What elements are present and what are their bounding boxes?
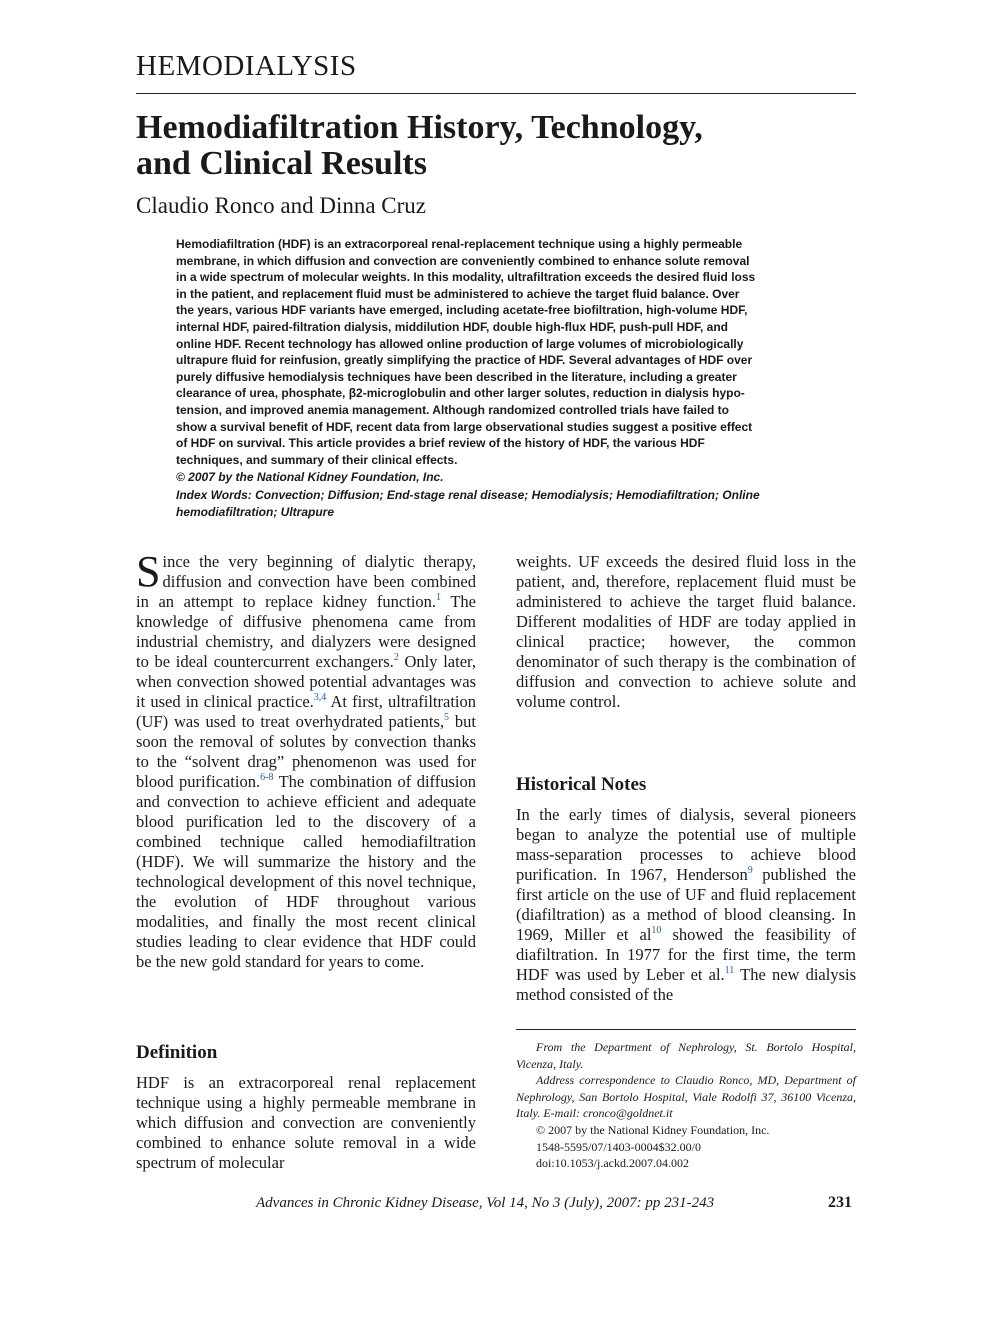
abstract-line: show a survival benefit of HDF, recent data from large observational studies suggest a positive effect: [176, 419, 753, 434]
reference-link[interactable]: 5: [444, 712, 450, 723]
historical-notes-heading: Historical Notes: [516, 774, 647, 795]
title-line-2: and Clinical Results: [136, 145, 427, 182]
abstract-line: ultrapure fluid for reinfusion, greatly simplifying the practice of HDF. Several advantages of HDF over: [176, 353, 753, 368]
abstract-line: internal HDF, paired-filtration dialysis, middilution HDF, double high-flux HDF, push-pull HDF, and: [176, 319, 728, 334]
historical-text: published the first article on the use of UF and fluid replacement (diafiltration) as a method of blood cleansing. In 1969, Miller et al: [516, 865, 856, 944]
intro-text: The knowledge of diffusive phenomena came from industrial chemistry, and dialyzers were designed to be ideal countercurrent exchangers.: [136, 592, 476, 671]
definition-paragraph: HDF is an extracorporeal renal replacement technique using a highly permeable membrane in which diffusion and convection are conveniently combined to enhance solute removal in a wide spectrum of molecular: [136, 1073, 476, 1172]
title-line-1: Hemodiafiltration History, Technology,: [136, 109, 703, 146]
abstract-line: tension, and improved anemia management. Although randomized controlled trials have failed to: [176, 402, 729, 417]
index-words-line-1: Index Words: Convection; Diffusion; End-stage renal disease; Hemodialysis; Hemodiafiltration; Online: [176, 488, 760, 502]
reference-link[interactable]: 6-8: [260, 772, 274, 783]
footnote-copyright: © 2007 by the National Kidney Foundation, Inc.: [536, 1122, 770, 1137]
index-words-line-2: hemodiafiltration; Ultrapure: [176, 504, 335, 519]
reference-link[interactable]: 2: [393, 652, 399, 663]
historical-text: The new dialysis method consisted of the: [516, 965, 856, 1004]
intro-text: but soon the removal of solutes by convection thanks to the “solvent drag” phenomenon was used for blood purification.: [136, 712, 476, 791]
abstract-line: online HDF. Recent technology has allowed online production of large volumes of microbiologically: [176, 336, 744, 351]
abstract-line: in a wide spectrum of molecular weights. In this modality, ultrafiltration exceeds the desired fluid loss: [176, 270, 756, 285]
footnotes: [516, 1039, 856, 1172]
section-label: HEMODIALYSIS: [136, 50, 357, 82]
footnote-rule: [516, 1029, 856, 1030]
abstract-line: in the patient, and replacement fluid must be administered to achieve the target fluid balance. Over: [176, 286, 740, 301]
drop-cap: S: [136, 547, 161, 596]
abstract-line: Hemodiafiltration (HDF) is an extracorporeal renal-replacement technique using a highly permeable: [176, 237, 743, 251]
abstract-line: the years, various HDF variants have emerged, including acetate-free biofiltration, high-volume HDF,: [176, 303, 748, 318]
reference-link[interactable]: 11: [724, 965, 735, 976]
abstract: [176, 236, 816, 468]
definition-heading: Definition: [136, 1042, 218, 1063]
page-number: 231: [828, 1194, 852, 1211]
abstract-line: purely diffusive hemodialysis techniques have been described in the literature, including a greater: [176, 369, 737, 384]
reference-link[interactable]: 1: [436, 592, 442, 603]
intro-text: The combination of diffusion and convection to achieve efficient and adequate blood purification led to the discovery of a combined technique called hemodiafiltration (HDF). We will summarize the history and the technological development of this novel technique, the evolution of HDF throughout various modalities, and finally the most recent clinical studies leading to clear evidence that HDF could be the new gold standard for years to come.: [136, 772, 476, 971]
index-words: [176, 487, 816, 520]
introduction-paragraph: [136, 547, 476, 972]
abstract-line: membrane, in which diffusion and convection are conveniently combined to enhance solute removal: [176, 253, 750, 268]
historical-text: showed the feasibility of diafiltration. In 1977 for the first time, the term HDF was used by Leber et al.: [516, 925, 856, 984]
publisher-info: [516, 1122, 856, 1172]
doi[interactable]: doi:10.1053/j.ackd.2007.04.002: [536, 1156, 689, 1171]
issn: 1548-5595/07/1403-0004$32.00/0: [536, 1139, 701, 1154]
journal-footer: Advances in Chronic Kidney Disease, Vol 14, No 3 (July), 2007: pp 231-243: [256, 1195, 715, 1211]
reference-link[interactable]: 9: [747, 865, 753, 876]
article-title: [136, 110, 856, 182]
definition-continuation: weights. UF exceeds the desired fluid loss in the patient, and, therefore, replacement fluid must be administered to achieve the target fluid balance. Different modalities of HDF are today applied in clinical practice; however, the common denominator of such therapy is the combination of diffusion and convection to achieve solute and volume control.: [516, 552, 856, 711]
historical-text: In the early times of dialysis, several pioneers began to analyze the potential use of multiple mass-separation processes to achieve blood purification. In 1967, Henderson: [516, 805, 856, 884]
header-rule: [136, 93, 856, 94]
historical-notes-paragraph: [516, 805, 856, 1005]
correspondence-note: Address correspondence to Claudio Ronco, MD, Department of Nephrology, San Bortolo Hospital, Viale Rodolfi 37, 36100 Vicenza, Italy. E-mail: cronco@goldnet.it: [516, 1073, 856, 1121]
reference-link[interactable]: 3,4: [313, 692, 327, 703]
intro-text: ince the very beginning of dialytic therapy, diffusion and convection have been combined in an attempt to replace kidney function.: [136, 552, 476, 611]
affiliation-note: From the Department of Nephrology, St. Bortolo Hospital, Vicenza, Italy.: [516, 1040, 856, 1071]
abstract-line: clearance of urea, phosphate, β2-microglobulin and other larger solutes, reduction in dialysis hypo-: [176, 386, 745, 401]
abstract-line: techniques, and summary of their clinical effects.: [176, 452, 458, 467]
authors: Claudio Ronco and Dinna Cruz: [136, 193, 427, 218]
intro-text: At first, ultrafiltration (UF) was used to treat overhydrated patients,: [136, 692, 476, 731]
reference-link[interactable]: 10: [651, 925, 662, 936]
abstract-line: of HDF on survival. This article provides a brief review of the history of HDF, the various HDF: [176, 436, 705, 451]
abstract-copyright: © 2007 by the National Kidney Foundation, Inc.: [176, 470, 444, 484]
intro-text: Only later, when convection showed potential advantages was it used in clinical practice.: [136, 652, 476, 711]
